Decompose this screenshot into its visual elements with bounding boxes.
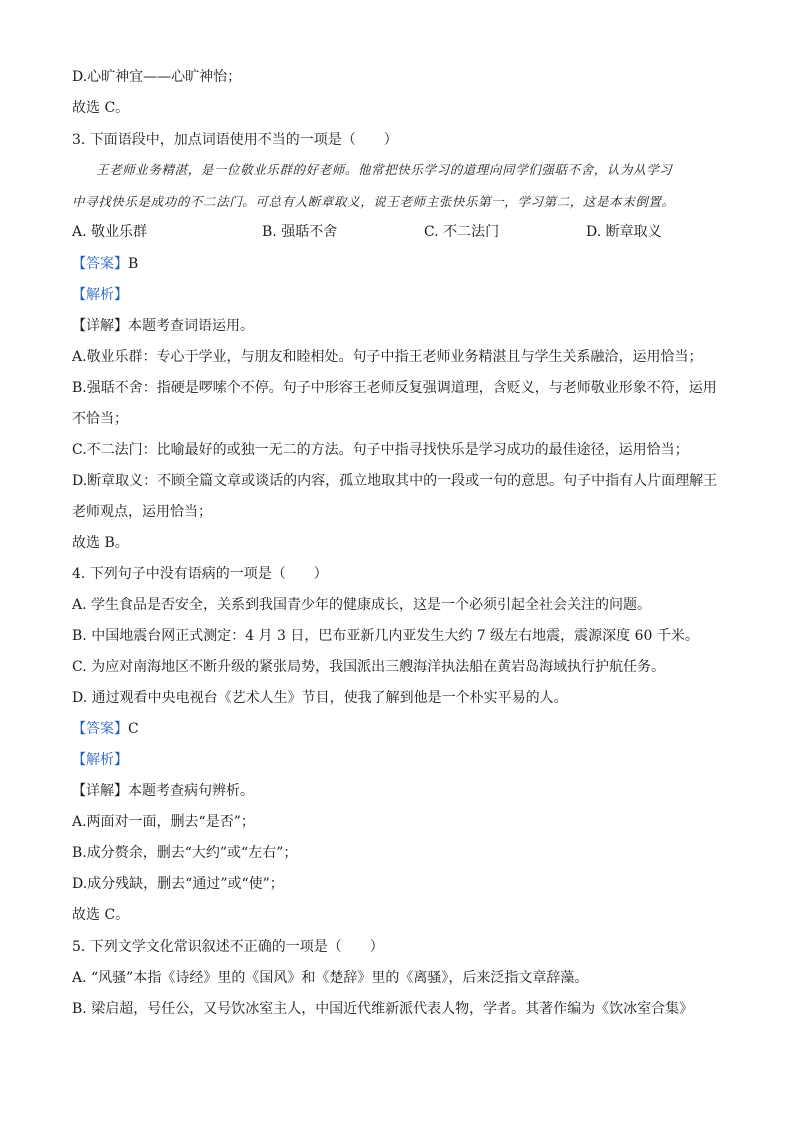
- question-4: 4. 下列句子中没有语病的一项是（ ）: [72, 566, 328, 582]
- explanation-b: B.成分赘余，删去“大约”或“左右”；: [72, 845, 298, 861]
- explanation-d: D.断章取义：不顾全篇文章或谈话的内容，孤立地取其中的一段或一句的意思。句子中指有人片面理解王: [72, 473, 718, 489]
- answer-value: B: [128, 256, 139, 272]
- detail-tag: 【详解】: [72, 318, 128, 334]
- answer-tag: 【答案】: [72, 256, 128, 272]
- q3-option-a: A. 敬业乐群: [72, 224, 148, 240]
- detail-line: [72, 781, 254, 801]
- explanation-c: C.不二法门：比喻最好的或独一无二的方法。句子中指寻找快乐是学习成功的最佳途径，运用恰当；: [72, 442, 689, 458]
- answer-line: [72, 254, 138, 274]
- conclusion-line: 故选 B。: [72, 535, 129, 551]
- detail-line: [72, 316, 254, 336]
- answer-value: C: [128, 721, 139, 737]
- q3-option-c: C. 不二法门: [424, 224, 500, 240]
- explanation-a: A.两面对一面，删去“是否”；: [72, 814, 255, 830]
- text-line: D.心旷神宜——心旷神怡；: [72, 69, 242, 85]
- q4-option-c: C. 为应对南海地区不断升级的紧张局势，我国派出三艘海洋执法船在黄岩岛海域执行护航任务。: [72, 659, 666, 675]
- q4-option-d: D. 通过观看中央电视台《艺术人生》节目，使我了解到他是一个朴实平易的人。: [72, 690, 568, 706]
- explanation-b: B.强聒不舍：指硬是啰嗦个不停。句子中形容王老师反复强调道理，含贬义，与老师敬业形象不符，运用: [72, 380, 717, 396]
- passage-line-2: 中寻找快乐是成功的不二法门。可总有人断章取义，说王老师主张快乐第一，学习第二，这是本末倒置。: [72, 194, 675, 209]
- question-5: 5. 下列文学文化常识叙述不正确的一项是（ ）: [72, 939, 384, 955]
- q5-option-b: B. 梁启超，号任公，又号饮冰室主人，中国近代维新派代表人物，学者。其著作编为《饮冰室合集》: [72, 1001, 694, 1017]
- detail-text: 本题考查词语运用。: [128, 318, 254, 334]
- q3-option-d: D. 断章取义: [586, 224, 662, 240]
- detail-text: 本题考查病句辨析。: [128, 783, 254, 799]
- q4-option-b: B. 中国地震台网正式测定：4 月 3 日，巴布亚新几内亚发生大约 7 级左右地震，震源深度 60 千米。: [72, 628, 699, 644]
- explanation-a: A.敬业乐群：专心于学业，与朋友和睦相处。句子中指王老师业务精湛且与学生关系融洽，运用恰当；: [72, 349, 703, 365]
- explanation-d-cont: 老师观点，运用恰当；: [72, 504, 212, 520]
- answer-tag: 【答案】: [72, 721, 128, 737]
- conclusion-line: 故选 C。: [72, 100, 130, 116]
- passage-line-1: 王老师业务精湛，是一位敬业乐群的好老师。他常把快乐学习的道理向同学们强聒不舍，认为从学习: [96, 162, 673, 177]
- explanation-b-cont: 不恰当；: [72, 411, 128, 427]
- detail-tag: 【详解】: [72, 783, 128, 799]
- q4-option-a: A. 学生食品是否安全，关系到我国青少年的健康成长，这是一个必须引起全社会关注的问题。: [72, 597, 652, 613]
- question-3: 3. 下面语段中，加点词语使用不当的一项是（ ）: [72, 132, 398, 148]
- q3-option-b: B. 强聒不舍: [262, 224, 338, 240]
- answer-line: [72, 719, 139, 739]
- conclusion-line: 故选 C。: [72, 907, 130, 923]
- q5-option-a: A. “风骚”本指《诗经》里的《国风》和《楚辞》里的《离骚》，后来泛指文章辞藻。: [72, 970, 589, 986]
- explanation-d: D.成分残缺，删去“通过”或“使”；: [72, 876, 284, 892]
- analysis-tag: 【解析】: [72, 287, 128, 303]
- analysis-tag: 【解析】: [72, 752, 128, 768]
